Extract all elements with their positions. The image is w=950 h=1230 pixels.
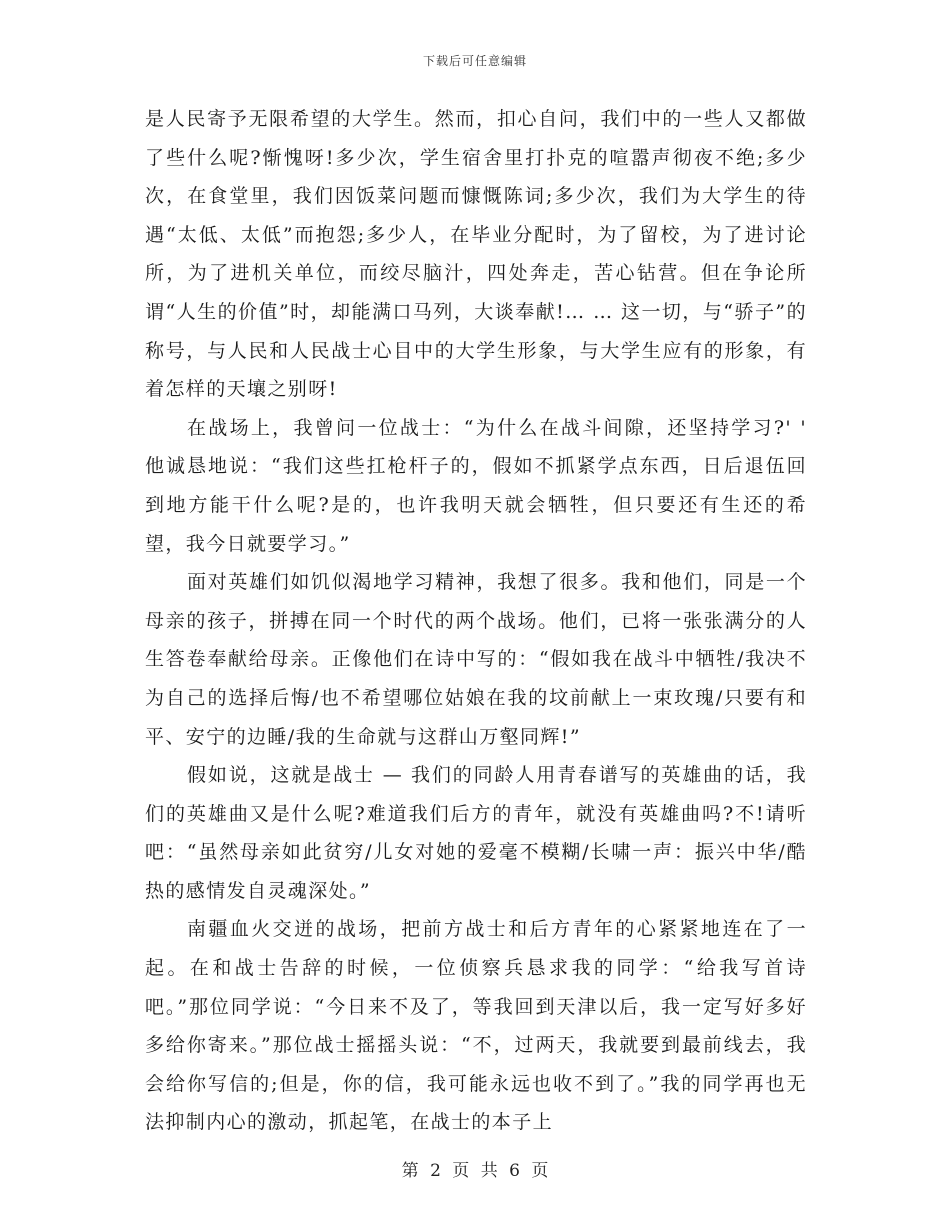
paragraph-continuation: 是人民寄予无限希望的大学生。然而，扣心自问，我们中的一些人又都做了些什么呢?惭愧呀!多少次，学生宿舍里打扑克的喧嚣声彻夜不绝;多少次，在食堂里，我们因饭菜问题而慷慨陈词;多少次，我们为大学生的待遇“太低、太低”而抱怨;多少人，在毕业分配时，为了留校，为了进讨论所，为了进机关单位，而绞尽脑汁，四处奔走，苦心钻营。但在争论所谓“人生的价值”时，却能满口马列，大谈奉献!… … 这一切，与“骄子”的称号，与人民和人民战士心目中的大学生形象，与大学生应有的形象，有着怎样的天壤之别呀! xyxy=(145,108,807,401)
paragraph-heroes-spirit: 面对英雄们如饥似渴地学习精神，我想了很多。我和他们，同是一个母亲的孩子，拼搏在同一个时代的两个战场。他们，已将一张张满分的人生答卷奉献给母亲。正像他们在诗中写的：“假如我在战斗中牺牲/我决不为自己的选择后悔/也不希望哪位姑娘在我的坟前献上一束玫瑰/只要有和平、安宁的边睡/我的生命就与这群山万壑同辉!” xyxy=(145,571,807,748)
page-header-note: 下载后可任意编辑 xyxy=(422,54,527,68)
paragraph-hero-song: 假如说，这就是战士 — 我们的同龄人用青春谱写的英雄曲的话，我们的英雄曲又是什么呢?难道我们后方的青年，就没有英雄曲吗?不!请听吧：“虽然母亲如此贫穷/儿女对她的爱毫不模糊/长啸一声：振兴中华/酷热的感情发自灵魂深处。” xyxy=(145,764,807,902)
paragraph-southern-frontier: 南疆血火交迸的战场，把前方战士和后方青年的心紧紧地连在了一起。在和战士告辞的时候，一位侦察兵恳求我的同学：“给我写首诗吧。”那位同学说：“今日来不及了，等我回到天津以后，我一定写好多好多给你寄来。”那位战士摇摇头说：“不，过两天，我就要到最前线去，我会给你写信的;但是，你的信，我可能永远也收不到了。”我的同学再也无法抑制内心的激动，抓起笔，在战士的本子上 xyxy=(145,918,807,1134)
document-body xyxy=(145,100,807,1142)
paragraph-battlefield: 在战场上，我曾问一位战士：“为什么在战斗间隙，还坚持学习?' ' 他诚恳地说：“我们这些扛枪杆子的，假如不抓紧学点东西，日后退伍回到地方能干什么呢?是的，也许我明天就会牺牲，但只要还有生还的希望，我今日就要学习。” xyxy=(145,416,807,555)
page-number: 第 2 页 共 6 页 xyxy=(401,1161,549,1181)
